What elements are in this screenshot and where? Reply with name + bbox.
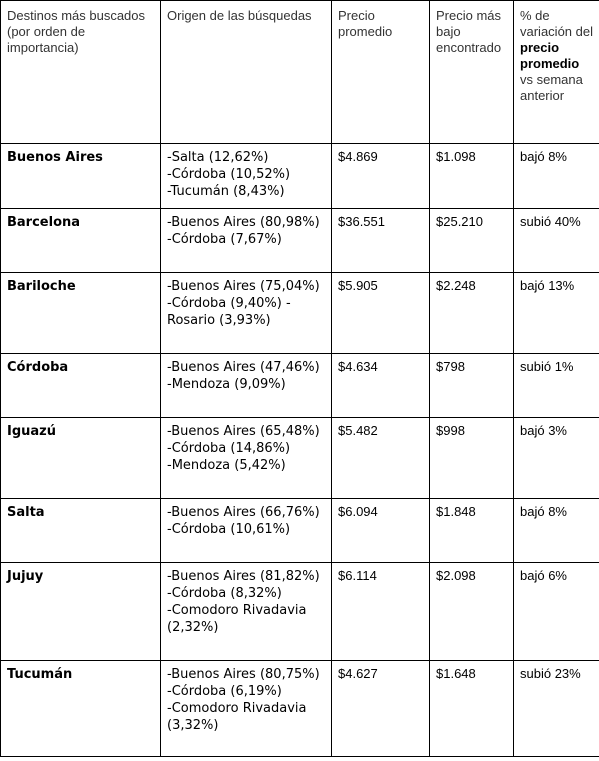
origin-line: -Córdoba (8,32%): [167, 586, 282, 601]
cell-precio-promedio: $5.905: [332, 273, 430, 354]
cell-origen: [161, 499, 332, 563]
cell-destino: Iguazú: [1, 418, 161, 499]
cell-precio-promedio: $6.114: [332, 563, 430, 661]
cell-precio-bajo: $998: [430, 418, 514, 499]
cell-origen: [161, 661, 332, 757]
cell-destino: Tucumán: [1, 661, 161, 757]
cell-precio-promedio: $36.551: [332, 209, 430, 273]
header-precio-bajo: Precio más bajo encontrado: [430, 1, 514, 144]
origin-line: -Mendoza (5,42%): [167, 458, 286, 473]
cell-destino: Bariloche: [1, 273, 161, 354]
cell-precio-bajo: $1.098: [430, 144, 514, 209]
header-variacion-pre: % de variación del: [520, 8, 593, 39]
cell-variacion: subió 1%: [514, 354, 599, 418]
header-variacion-strong: precio promedio: [520, 40, 580, 71]
cell-variacion: subió 40%: [514, 209, 599, 273]
cell-origen: [161, 273, 332, 354]
cell-variacion: bajó 8%: [514, 499, 599, 563]
table-row: [1, 563, 599, 661]
table-row: [1, 499, 599, 563]
header-destinos: Destinos más buscados (por orden de importancia): [1, 1, 161, 144]
cell-destino: Jujuy: [1, 563, 161, 661]
cell-origen: [161, 418, 332, 499]
origin-line: -Córdoba (6,19%): [167, 684, 282, 699]
cell-variacion: bajó 6%: [514, 563, 599, 661]
table-row: [1, 273, 599, 354]
cell-variacion: bajó 8%: [514, 144, 599, 209]
cell-destino: Buenos Aires: [1, 144, 161, 209]
cell-precio-promedio: $4.634: [332, 354, 430, 418]
cell-variacion: subió 23%: [514, 661, 599, 757]
cell-precio-bajo: $2.098: [430, 563, 514, 661]
cell-precio-bajo: $1.648: [430, 661, 514, 757]
origin-line: -Córdoba (7,67%): [167, 232, 282, 247]
table-row: [1, 354, 599, 418]
origin-line: -Buenos Aires (47,46%) -Mendoza (9,09%): [167, 360, 320, 392]
cell-origen: [161, 209, 332, 273]
table-row: [1, 418, 599, 499]
table-header-row: [1, 1, 599, 144]
cell-precio-promedio: $6.094: [332, 499, 430, 563]
cell-precio-promedio: $4.627: [332, 661, 430, 757]
table-row: [1, 661, 599, 757]
origin-line: -Buenos Aires (66,76%): [167, 505, 320, 520]
cell-origen: [161, 563, 332, 661]
table-body: [1, 144, 599, 757]
table-row: [1, 144, 599, 209]
cell-precio-bajo: $25.210: [430, 209, 514, 273]
header-origen: Origen de las búsquedas: [161, 1, 332, 144]
origin-line: -Tucumán (8,43%): [167, 184, 285, 199]
cell-precio-promedio: $4.869: [332, 144, 430, 209]
cell-origen: [161, 144, 332, 209]
cell-precio-bajo: $798: [430, 354, 514, 418]
origin-line: -Buenos Aires (80,98%): [167, 215, 320, 230]
cell-destino: Salta: [1, 499, 161, 563]
origin-line: -Comodoro Rivadavia (3,32%): [167, 701, 307, 733]
cell-destino: Barcelona: [1, 209, 161, 273]
cell-destino: Córdoba: [1, 354, 161, 418]
cell-precio-bajo: $1.848: [430, 499, 514, 563]
cell-variacion: bajó 3%: [514, 418, 599, 499]
origin-line: -Buenos Aires (65,48%): [167, 424, 320, 439]
origin-line: -Comodoro Rivadavia (2,32%): [167, 603, 307, 635]
cell-variacion: bajó 13%: [514, 273, 599, 354]
header-precio-promedio: Precio promedio: [332, 1, 430, 144]
origin-line: -Córdoba (14,86%): [167, 441, 291, 456]
origin-line: -Buenos Aires (80,75%): [167, 667, 320, 682]
origin-line: -Buenos Aires (75,04%): [167, 279, 320, 294]
origin-line: -Córdoba (10,61%): [167, 522, 291, 537]
origin-line: -Salta (12,62%): [167, 150, 269, 165]
cell-precio-bajo: $2.248: [430, 273, 514, 354]
origin-line: -Córdoba (10,52%): [167, 167, 291, 182]
header-variacion-post: vs semana anterior: [520, 72, 583, 103]
cell-origen: [161, 354, 332, 418]
cell-precio-promedio: $5.482: [332, 418, 430, 499]
table-row: [1, 209, 599, 273]
origin-line: -Córdoba (9,40%) -Rosario (3,93%): [167, 296, 291, 328]
origin-line: -Buenos Aires (81,82%): [167, 569, 320, 584]
header-variacion: [514, 1, 599, 144]
